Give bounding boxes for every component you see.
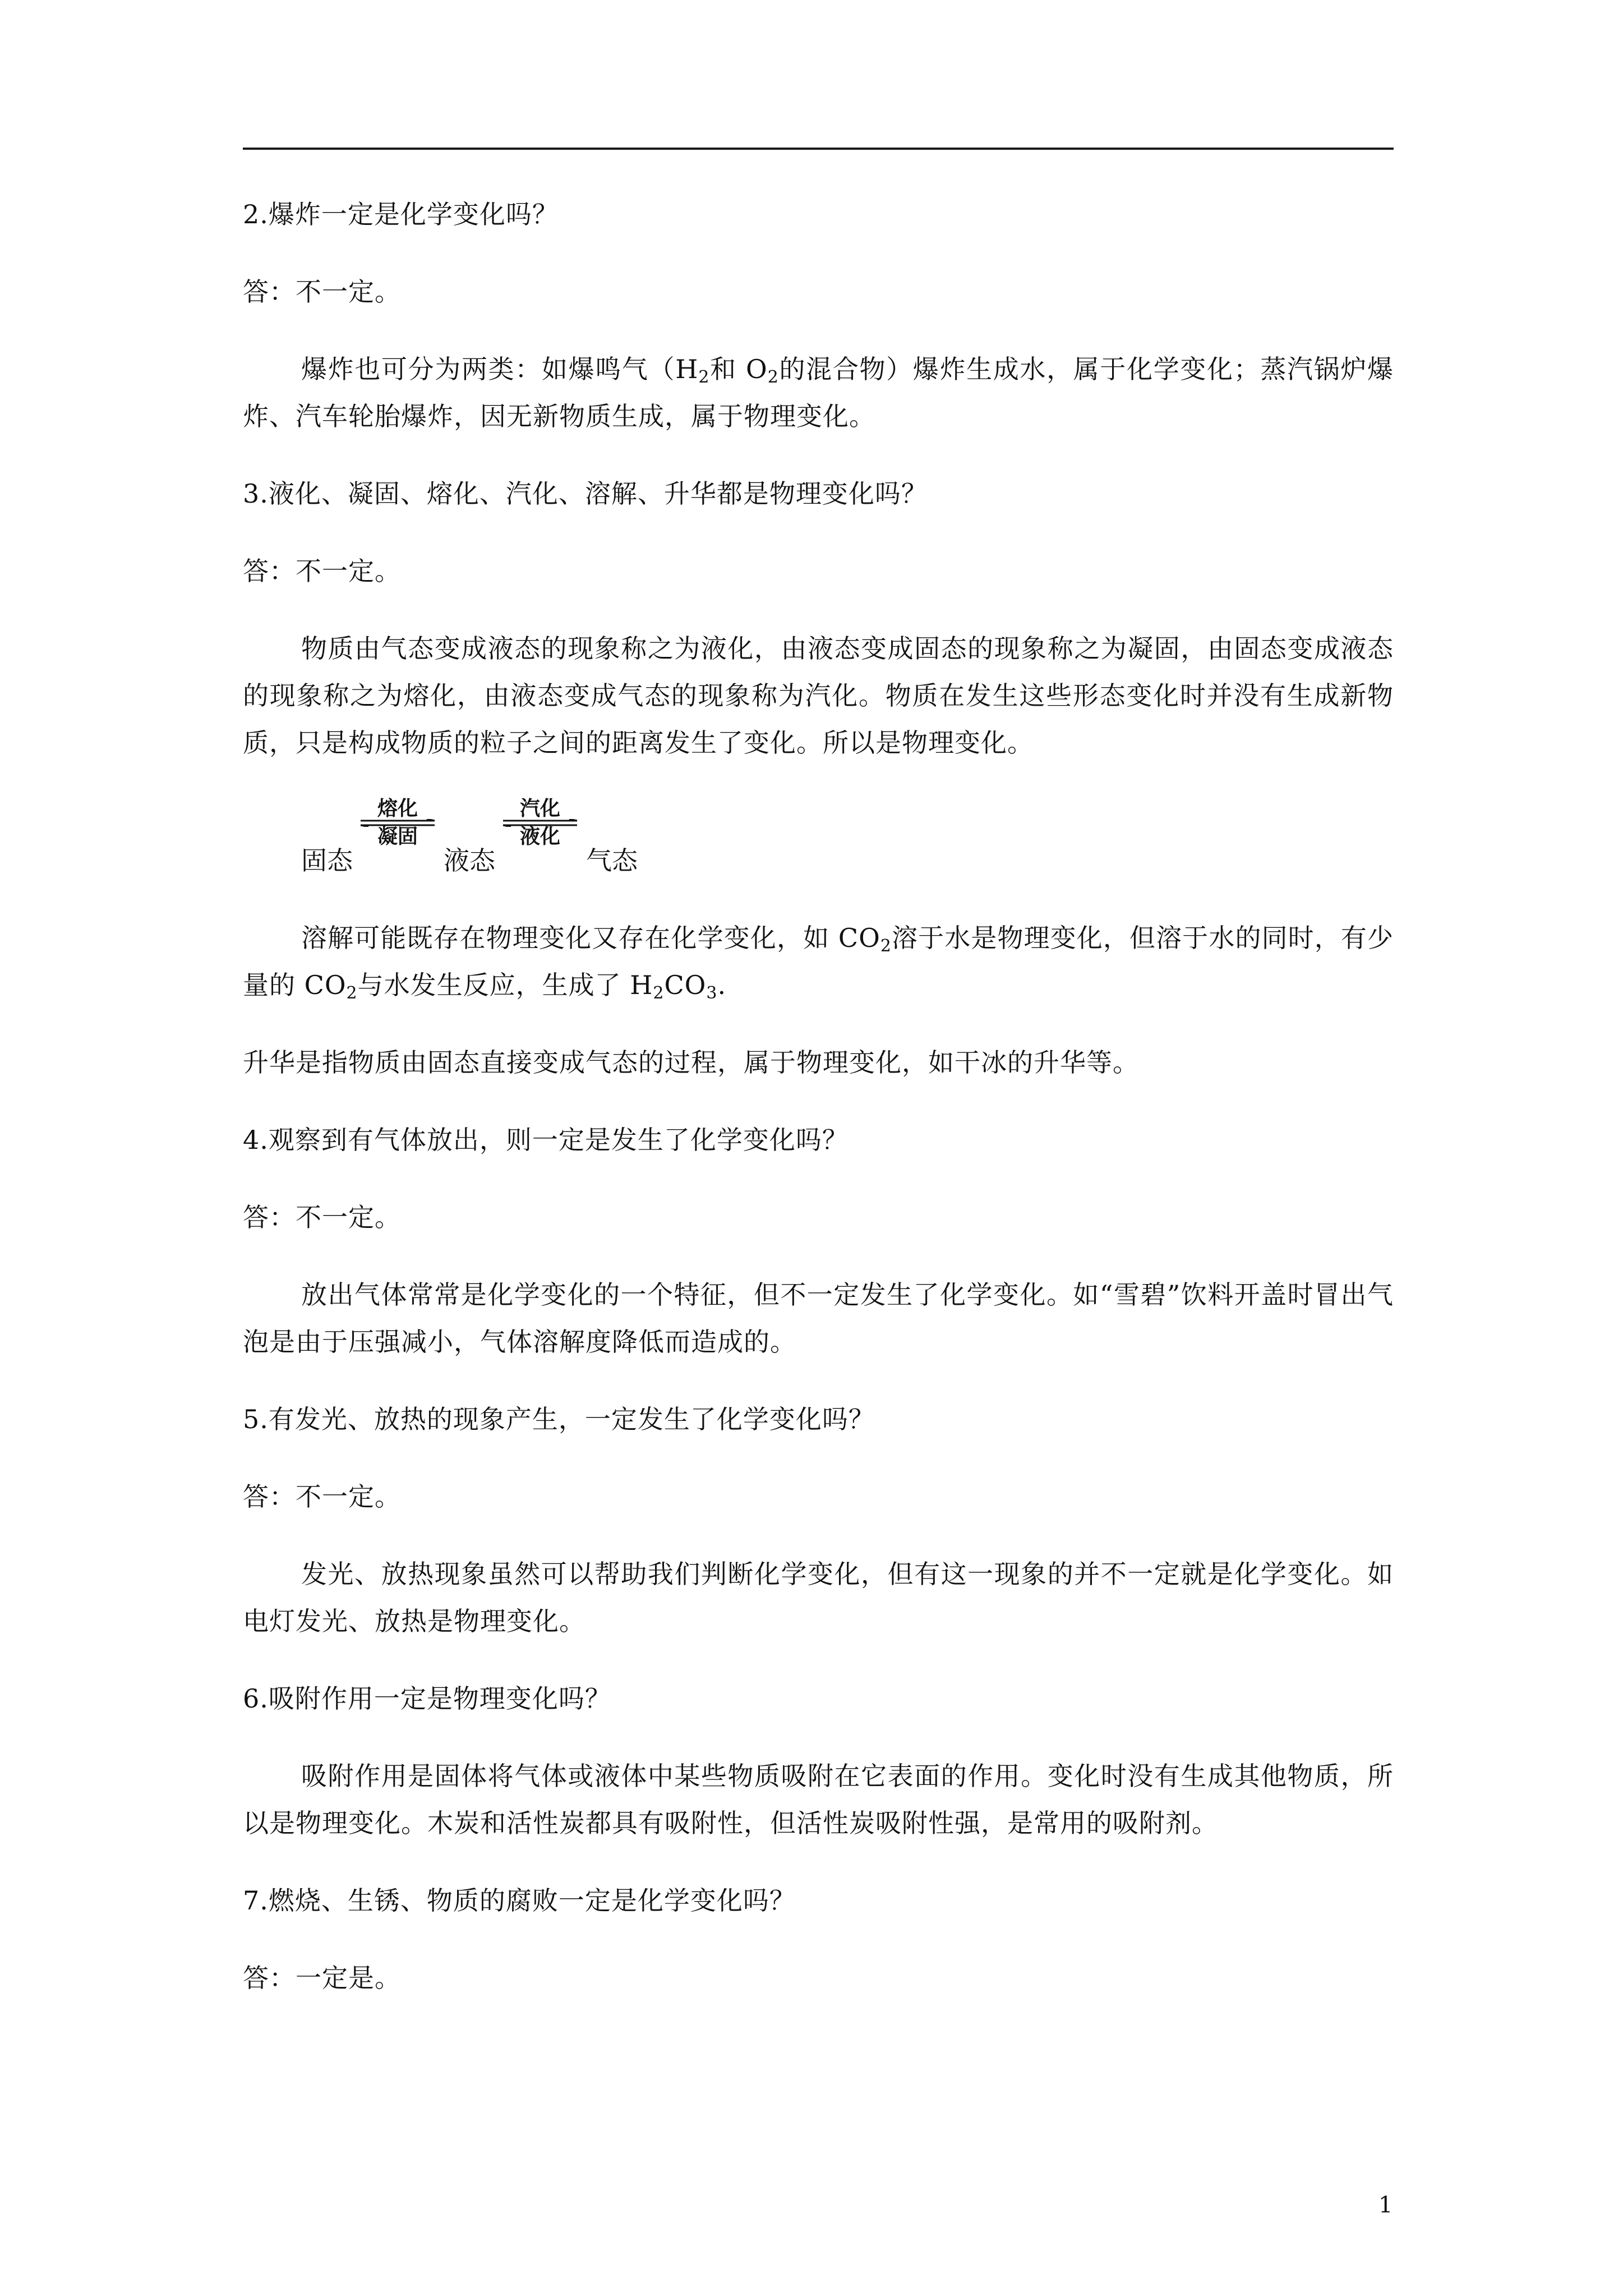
explanation-5: 发光、放热现象虽然可以帮助我们判断化学变化，但有这一现象的并不一定就是化学变化。如电灯发光、放热是物理变化。 [243, 1559, 1394, 1636]
explanation-dissolve: 溶解可能既存在物理变化又存在化学变化，如 $CO_2$溶于水是物理变化，但溶于水的同时，有少量的 $CO_2$与水发生反应，生成了 $H_2CO_3$. [243, 923, 1394, 1003]
solid-liquid-arrows [358, 797, 437, 864]
question-2: 2.爆炸一定是化学变化吗？ [243, 199, 559, 229]
header-rule [243, 148, 1394, 150]
question-4: 4.观察到有气体放出，则一定是发生了化学变化吗？ [243, 1125, 849, 1155]
answer-2: 答：不一定。 [243, 277, 401, 307]
phase-change-diagram [243, 797, 1394, 881]
question-6: 6.吸附作用一定是物理变化吗？ [243, 1683, 611, 1714]
answer-7: 答：一定是。 [243, 1963, 401, 1993]
explanation-4: 放出气体常常是化学变化的一个特征，但不一定发生了化学变化。如“雪碧”饮料开盖时冒出气泡是由于压强减小，气体溶解度降低而造成的。 [243, 1280, 1394, 1357]
answer-5: 答：不一定。 [243, 1481, 401, 1512]
document-body [243, 191, 1394, 2032]
answer-3: 答：不一定。 [243, 556, 401, 586]
state-solid: 固态 [301, 845, 353, 876]
liquid-gas-arrows [501, 797, 579, 864]
explanation-2: 爆炸也可分为两类：如爆鸣气（$H_2$和 $O_2$的混合物）爆炸生成水，属于化学变化；蒸汽锅炉爆炸、汽车轮胎爆炸，因无新物质生成，属于物理变化。 [243, 354, 1394, 431]
page-number: 1 [1378, 2192, 1393, 2218]
answer-4: 答：不一定。 [243, 1202, 401, 1232]
question-5: 5.有发光、放热的现象产生，一定发生了化学变化吗？ [243, 1404, 875, 1434]
question-3: 3.液化、凝固、熔化、汽化、溶解、升华都是物理变化吗？ [243, 478, 928, 509]
double-arrow-icon [501, 819, 579, 827]
freeze-label: 凝固 [377, 825, 418, 848]
state-gas: 气态 [586, 845, 638, 876]
double-arrow-icon [358, 819, 437, 827]
explanation-sublimation: 升华是指物质由固态直接变成气态的过程，属于物理变化，如干冰的升华等。 [243, 1047, 1139, 1078]
explanation-6: 吸附作用是固体将气体或液体中某些物质吸附在它表面的作用。变化时没有生成其他物质，所以是物理变化。木炭和活性炭都具有吸附性，但活性炭吸附性强，是常用的吸附剂。 [243, 1761, 1394, 1838]
state-liquid: 液态 [444, 845, 495, 876]
explanation-3: 物质由气态变成液态的现象称之为液化，由液态变成固态的现象称之为凝固，由固态变成液态的现象称之为熔化，由液态变成气态的现象称为汽化。物质在发生这些形态变化时并没有生成新物质，只是构成物质的粒子之间的距离发生了变化。所以是物理变化。 [243, 633, 1394, 758]
liquefy-label: 液化 [519, 825, 560, 848]
vaporize-label: 汽化 [519, 797, 560, 820]
question-7: 7.燃烧、生锈、物质的腐败一定是化学变化吗？ [243, 1885, 796, 1916]
melt-label: 熔化 [377, 797, 418, 820]
